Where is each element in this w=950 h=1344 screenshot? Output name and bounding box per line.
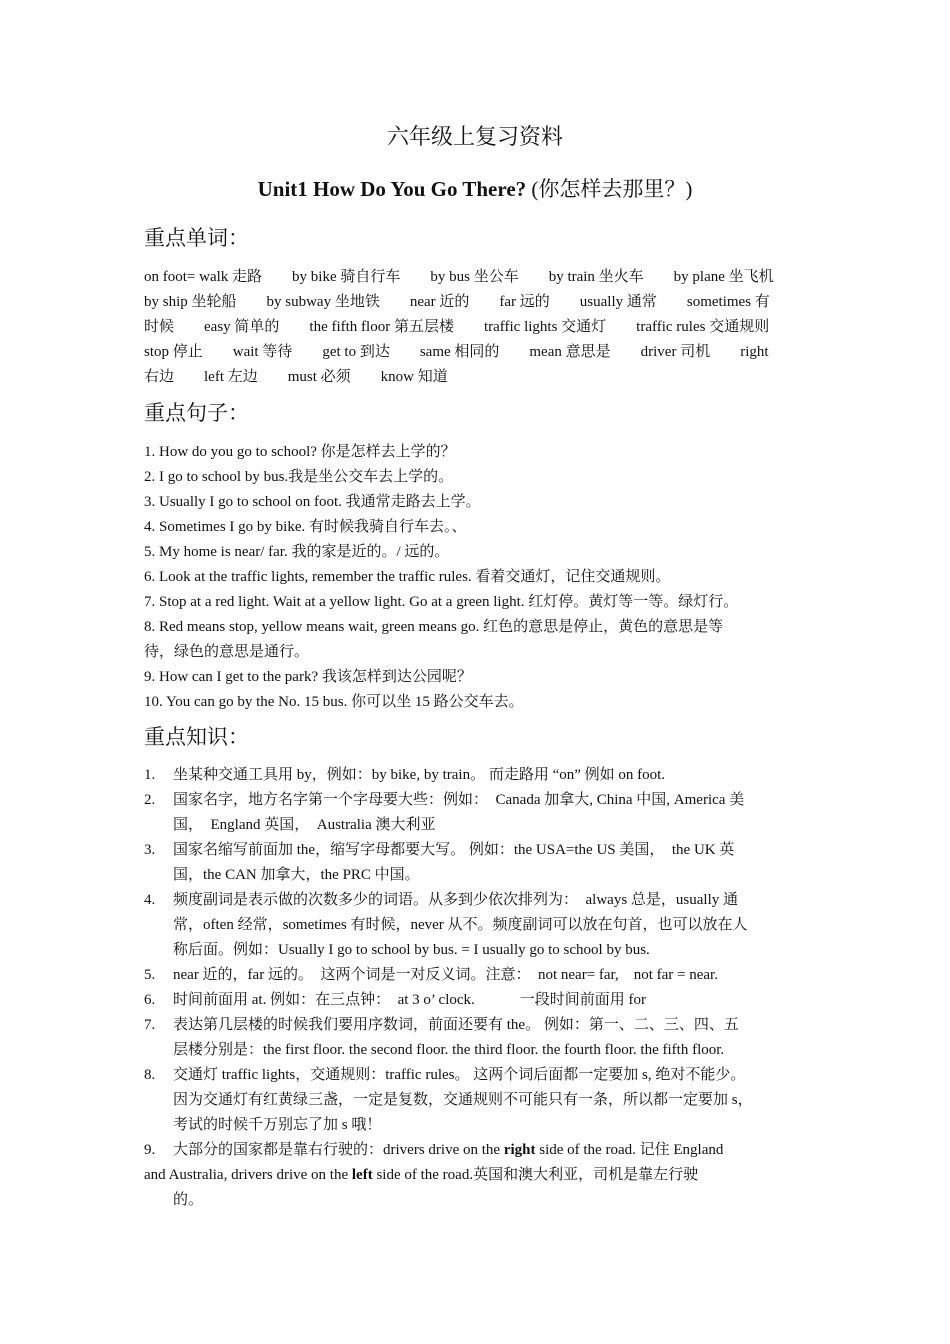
item-line bbox=[144, 1163, 807, 1188]
knowledge-item bbox=[144, 838, 807, 888]
item-line: 考试的时候千万别忘了加 s 哦！ bbox=[173, 1117, 382, 1133]
line-text: side of the road.英国和澳大利亚，司机是靠左行驶 bbox=[372, 1167, 699, 1183]
item-number: 7. bbox=[144, 1017, 156, 1033]
sentence-item: 待，绿色的意思是通行。 bbox=[144, 644, 310, 660]
sentence-item: 5. My home is near/ far. 我的家是近的。/ 远的。 bbox=[144, 544, 450, 560]
section-heading-sentences: 重点句子： bbox=[144, 401, 249, 425]
item-line: 称后面。例如：Usually I go to school by bus. = I usually go to school by bus. bbox=[173, 942, 650, 958]
vocab-line: on foot= walk 走路 by bike 骑自行车 by bus 坐公车 by train 坐火车 by plane 坐飞机 bbox=[144, 269, 774, 285]
knowledge-item bbox=[144, 963, 807, 988]
knowledge-item bbox=[144, 1138, 807, 1163]
sentence-list bbox=[144, 440, 810, 715]
item-line: 坐某种交通工具用 by，例如：by bike, by train。 而走路用 “on” 例如 on foot. bbox=[173, 767, 666, 783]
section-heading-words: 重点单词： bbox=[144, 226, 249, 250]
item-line: 国家名缩写前面加 the，缩写字母都要大写。 例如：the USA=the US 美国， the UK 英 bbox=[173, 842, 735, 858]
sentence-item: 1. How do you go to school? 你是怎样去上学的？ bbox=[144, 444, 456, 460]
item-line: 频度副词是表示做的次数多少的词语。从多到少依次排列为： always 总是，usually 通 bbox=[173, 892, 738, 908]
section-heading-knowledge: 重点知识： bbox=[144, 725, 249, 749]
item-number: 2. bbox=[144, 792, 156, 808]
sentence-item: 3. Usually I go to school on foot. 我通常走路去上学。 bbox=[144, 494, 481, 510]
line-text: 大部分的国家都是靠右行驶的：drivers drive on the bbox=[173, 1142, 504, 1158]
item-line: near 近的，far 远的。 这两个词是一对反义词。注意： not near= far, not far = near. bbox=[173, 967, 718, 983]
item-number: 8. bbox=[144, 1067, 156, 1083]
knowledge-list bbox=[144, 763, 807, 1213]
knowledge-item bbox=[144, 1013, 807, 1063]
vocab-block bbox=[144, 265, 807, 390]
page-title: 六年级上复习资料 bbox=[386, 124, 563, 149]
item-line: 时间前面用 at. 例如：在三点钟： at 3 o’ clock. 一段时间前面用 for bbox=[173, 992, 647, 1008]
sentence-item: 10. You can go by the No. 15 bus. 你可以坐 15 路公交车去。 bbox=[144, 694, 524, 710]
knowledge-item bbox=[144, 763, 807, 788]
item-number: 4. bbox=[144, 892, 156, 908]
item-line bbox=[173, 1138, 807, 1163]
item-number: 6. bbox=[144, 992, 156, 1008]
vocab-line: by ship 坐轮船 by subway 坐地铁 near 近的 far 远的 usually 通常 sometimes 有 bbox=[144, 294, 770, 310]
emphasis-left: left bbox=[351, 1167, 373, 1183]
sentence-item: 7. Stop at a red light. Wait at a yellow light. Go at a green light. 红灯停。黄灯等一等。绿灯行。 bbox=[144, 594, 739, 610]
sentence-item: 2. I go to school by bus.我是坐公交车去上学的。 bbox=[144, 469, 454, 485]
item-line: 因为交通灯有红黄绿三盏，一定是复数，交通规则不可能只有一条，所以都一定要加 s， bbox=[173, 1092, 753, 1108]
knowledge-item bbox=[144, 988, 807, 1013]
item-line: 的。 bbox=[173, 1192, 204, 1208]
unit-title bbox=[0, 173, 950, 203]
item-line: 国，the CAN 加拿大，the PRC 中国。 bbox=[173, 867, 420, 883]
knowledge-item bbox=[144, 788, 807, 838]
sentence-item: 4. Sometimes I go by bike. 有时候我骑自行车去。、 bbox=[144, 519, 467, 535]
item-line: 交通灯 traffic lights，交通规则：traffic rules。 这两个词后面都一定要加 s, 绝对不能少。 bbox=[173, 1067, 746, 1083]
item-line: 国家名字，地方名字第一个字母要大些：例如： Canada 加拿大, China 中国, America 美 bbox=[173, 792, 745, 808]
item-number: 9. bbox=[144, 1142, 156, 1158]
emphasis-right: right bbox=[503, 1142, 536, 1158]
sentence-item: 6. Look at the traffic lights, remember the traffic rules. 看着交通灯，记住交通规则。 bbox=[144, 569, 671, 585]
item-line: 国， England 英国， Australia 澳大利亚 bbox=[173, 817, 436, 833]
line-text: side of the road. 记住 England bbox=[535, 1142, 724, 1158]
item-line: 常，often 经常，sometimes 有时候，never 从不。频度副词可以放在句首，也可以放在人 bbox=[173, 917, 748, 933]
item-line: 层楼分别是：the first floor. the second floor. the third floor. the fourth floor. the fifth floor. bbox=[173, 1042, 725, 1058]
unit-title-en: Unit1 How Do You Go There? bbox=[257, 177, 527, 201]
item-number: 5. bbox=[144, 967, 156, 983]
vocab-line: stop 停止 wait 等待 get to 到达 same 相同的 mean 意思是 driver 司机 right bbox=[144, 344, 769, 360]
line-text: and Australia, drivers drive on the bbox=[144, 1167, 352, 1183]
vocab-line: 时候 easy 简单的 the fifth floor 第五层楼 traffic lights 交通灯 traffic rules 交通规则 bbox=[144, 319, 770, 335]
item-number: 3. bbox=[144, 842, 156, 858]
unit-title-cn: (你怎样去那里？) bbox=[531, 177, 693, 201]
item-line: 表达第几层楼的时候我们要用序数词，前面还要有 the。 例如：第一、二、三、四、五 bbox=[173, 1017, 739, 1033]
sentence-item: 8. Red means stop, yellow means wait, green means go. 红色的意思是停止，黄色的意思是等 bbox=[144, 619, 724, 635]
knowledge-item bbox=[144, 1063, 807, 1138]
vocab-line: 右边 left 左边 must 必须 know 知道 bbox=[144, 369, 448, 385]
item-number: 1. bbox=[144, 767, 156, 783]
knowledge-item bbox=[144, 888, 807, 963]
sentence-item: 9. How can I get to the park? 我该怎样到达公园呢？ bbox=[144, 669, 472, 685]
